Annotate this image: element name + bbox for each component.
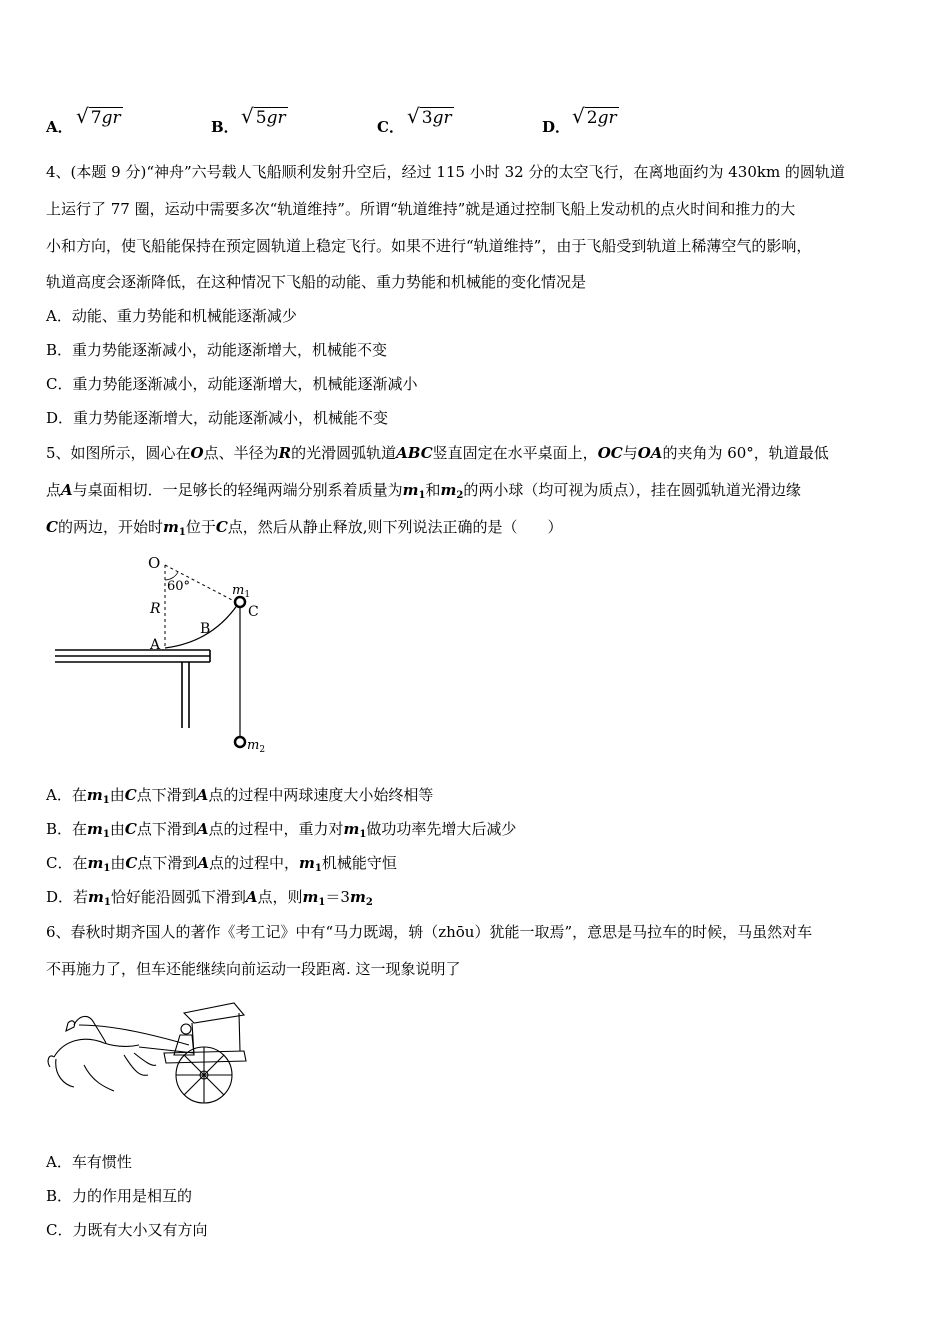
q4-option-a: A．动能、重力势能和机械能逐渐减少: [46, 307, 297, 325]
q5-option-a: A．在$m_1$由C点下滑到A点的过程中两球速度大小始终相等: [46, 786, 434, 806]
label-o: O: [148, 554, 161, 572]
q3-options: [46, 104, 746, 134]
q4-stem-line-1: 4、(本题 9 分)“神舟”六号载人飞船顺利发射升空后，经过 115 小时 32 分的太空飞行，在离地面约为 430km 的圆轨道: [46, 163, 845, 181]
label-a: A: [150, 637, 161, 653]
q3-option-d-label: D．: [542, 118, 571, 136]
q6-option-a: A．车有惯性: [46, 1153, 132, 1171]
q3-option-c-label: C．: [377, 118, 404, 136]
q4-stem-line-2: 上运行了 77 圈，运动中需要多次“轨道维持”。所谓“轨道维持”就是通过控制飞船上发动机的点火时间和推力的大: [46, 200, 796, 218]
q4-stem-line-3: 小和方向，使飞船能保持在预定圆轨道上稳定飞行。如果不进行“轨道维持”，由于飞船受到轨道上稀薄空气的影响，: [46, 237, 812, 255]
q5-option-b: B．在$m_1$由C点下滑到A点的过程中，重力对$m_1$做功功率先增大后减少: [46, 820, 517, 840]
q6-option-b: B．力的作用是相互的: [46, 1187, 193, 1205]
q6-stem-line-2: 不再施力了，但车还能继续向前运动一段距离. 这一现象说明了: [46, 960, 461, 978]
q3-option-d-value: √ 2gr: [572, 104, 617, 128]
label-m2: $m_2$: [247, 738, 266, 755]
canopy-pole-2: [239, 1013, 240, 1051]
q6-option-c: C．力既有大小又有方向: [46, 1221, 208, 1239]
q3-option-a-label: A．: [46, 118, 73, 136]
q3-option-c-value: √ 3gr: [407, 104, 452, 128]
label-c: C: [248, 604, 259, 620]
chariot-illustration: [44, 995, 254, 1110]
q5-stem-line-2: 点A与桌面相切．一足够长的轻绳两端分别系着质量为$m_1$和$m_2$的两小球（均可视为质点），挂在圆弧轨道光滑边缘: [46, 481, 801, 501]
label-angle: 60°: [167, 579, 191, 594]
horse-legs: [56, 1053, 156, 1091]
q4-stem-line-4: 轨道高度会逐渐降低，在这种情况下飞船的动能、重力势能和机械能的变化情况是: [46, 273, 587, 291]
q4-option-c: C．重力势能逐渐减小，动能逐渐增大，机械能逐渐减小: [46, 375, 418, 393]
label-m1: $m_1$: [232, 583, 251, 600]
q6-stem-line-1: 6、春秋时期齐国人的著作《考工记》中有“马力既竭，辀（zhōu）犹能一取焉”，意思是马拉车的时候，马虽然对车: [46, 923, 813, 941]
wheel-spokes: [176, 1047, 232, 1103]
horse-head: [66, 1021, 75, 1031]
driver-head: [181, 1024, 191, 1034]
q5-figure: [50, 550, 280, 760]
chariot-body: [164, 1051, 246, 1063]
q3-option-b-value: √ 5gr: [241, 104, 286, 128]
label-r: R: [150, 601, 161, 617]
horse-back: [54, 1039, 139, 1057]
q3-option-b-label: B．: [211, 118, 239, 136]
label-b: B: [200, 621, 211, 637]
reins: [79, 1025, 189, 1045]
q5-stem-line-1: 5、如图所示，圆心在O点、半径为R的光滑圆弧轨道ABC竖直固定在水平桌面上，OC与OA的夹角为 60°，轨道最低: [46, 444, 829, 462]
horse-tail: [48, 1056, 54, 1067]
q3-option-a-value: √ 7gr: [76, 104, 121, 128]
q5-option-d: D．若$m_1$恰好能沿圆弧下滑到A点，则$m_1=3m_2$: [46, 888, 373, 908]
canopy: [184, 1003, 244, 1023]
q4-option-b: B．重力势能逐渐减小，动能逐渐增大，机械能不变: [46, 341, 388, 359]
q5-option-c: C．在$m_1$由C点下滑到A点的过程中，$m_1$机械能守恒: [46, 854, 397, 874]
q4-option-d: D．重力势能逐渐增大，动能逐渐减小，机械能不变: [46, 409, 389, 427]
ball-m2: [235, 737, 245, 747]
q5-stem-line-3: C的两边，开始时$m_1$位于C点，然后从静止释放,则下列说法正确的是（ ）: [46, 518, 563, 538]
